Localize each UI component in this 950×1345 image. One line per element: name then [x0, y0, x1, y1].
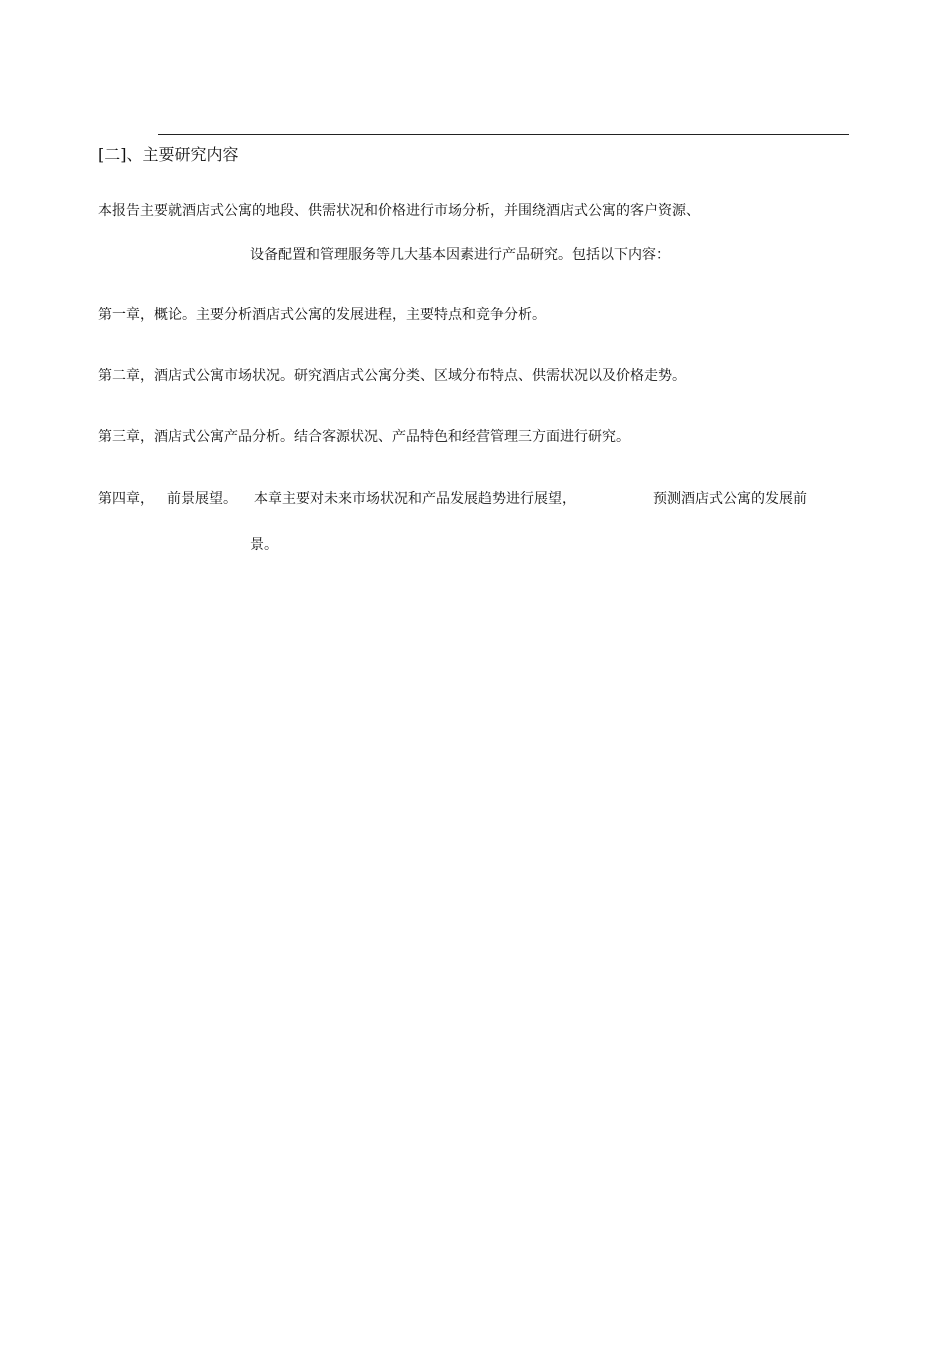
intro-paragraph-line-1: 本报告主要就酒店式公寓的地段、供需状况和价格进行市场分析，并围绕酒店式公寓的客户资源、 — [98, 203, 700, 219]
chapter-4-label: 第四章， — [98, 491, 154, 507]
intro-paragraph-line-2: 设备配置和管理服务等几大基本因素进行产品研究。包括以下内容： — [250, 247, 670, 263]
chapter-4-description-continuation: 景。 — [250, 537, 278, 553]
chapter-4-description-part-2: 预测酒店式公寓的发展前 — [653, 491, 807, 507]
chapter-2-item: 第二章，酒店式公寓市场状况。研究酒店式公寓分类、区域分布特点、供需状况以及价格走势。 — [98, 368, 686, 384]
header-rule — [158, 134, 849, 135]
chapter-4-title: 前景展望。 — [167, 491, 237, 507]
chapter-3-item: 第三章，酒店式公寓产品分析。结合客源状况、产品特色和经营管理三方面进行研究。 — [98, 429, 630, 445]
section-heading: [二]、主要研究内容 — [98, 145, 239, 164]
chapter-1-item: 第一章，概论。主要分析酒店式公寓的发展进程，主要特点和竞争分析。 — [98, 307, 546, 323]
chapter-4-description-part-1: 本章主要对未来市场状况和产品发展趋势进行展望， — [254, 491, 576, 507]
